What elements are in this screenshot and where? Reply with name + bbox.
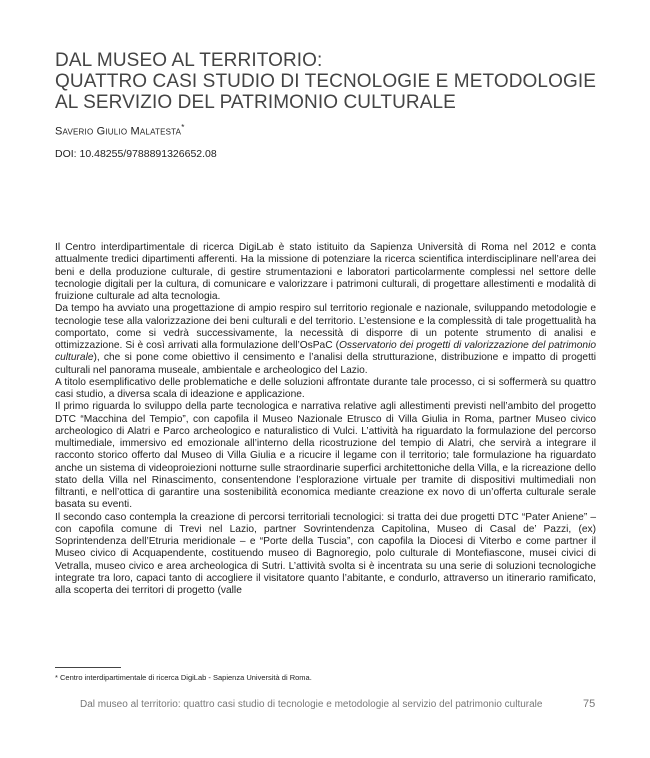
paragraph-4: Il primo riguarda lo sviluppo della parte tecnologica e narrativa relative agli allestimenti previsti nell’ambito del progetto DTC “Macchina del Tempio”, con capofila il Museo Nazionale Etrusco di Villa Giulia in Roma, partner Museo civico archeologico di Alatri e Parco archeologico e naturalistico di Vulci. L’attività ha riguardato la formulazione del percorso multimediale, immersivo ed emozionale all’interno della ricostruzione del tempio di Alatri, che servirà a integrare il racconto storico offerto dal Museo di Villa Giulia e a ricucire il legame con il territorio; tale formulazione ha riguardato anche un sistema di videoproiezioni notturne sulle straordinarie superfici architettoniche della Villa, e la ricreazione dello stato della Villa nel Rinascimento, consentendone l’esplorazione virtuale per tramite di dispositivi multimediali non filtranti, e nell’ottica di garantire una sostenibilità economica mediante creazione ex novo di un’offerta culturale serale basata su eventi.: [55, 401, 596, 511]
page-number: 75: [583, 698, 596, 710]
article-title: [55, 50, 615, 113]
paragraph-3: A titolo esemplificativo delle problematiche e delle soluzioni affrontate durante tale processo, ci si soffermerà su quattro casi studio, a diversa scala di ideazione e applicazione.: [55, 376, 596, 400]
author-line: [55, 123, 185, 138]
title-line-3: AL SERVIZIO DEL PATRIMONIO CULTURALE: [55, 92, 456, 113]
paragraph-2: [55, 303, 596, 377]
paragraph-2-text-b: ), che si pone come obiettivo il censimento e l’analisi della strutturazione, distribuzione e impatto di progetti culturali nel panorama museale, ambientale e archeologico del Lazio.: [55, 352, 596, 376]
title-line-1: DAL MUSEO AL TERRITORIO:: [55, 50, 323, 71]
paragraph-2-text-a: Da tempo ha avviato una progettazione di ampio respiro sul territorio regionale e nazionale, sviluppando metodologie e tecnologie tese alla valorizzazione dei beni culturali e del territorio. L’estensione e la complessità di tale progettualità ha comportato, come si vedrà successivamente, la necessità di disporre di un potente strumento di analisi e ottimizzazione. Si è così arrivati alla formulazione dell’OsPaC (: [55, 303, 596, 351]
article-body: [55, 242, 596, 597]
paragraph-1: Il Centro interdipartimentale di ricerca DigiLab è stato istituito da Sapienza Università di Roma nel 2012 e conta attualmente tredici dipartimenti afferenti. Ha la missione di potenziare la ricerca scientifica interdisciplinare nell’area dei beni e della produzione culturale, di gestire strumentazioni e laboratori particolarmente complessi nel settore delle tecnologie digitali per la cultura, di comunicare e valorizzare i patrimoni culturali, di progettare allestimenti e modalità di fruizione culturale ad alta tecnologia.: [55, 242, 596, 302]
paragraph-5: Il secondo caso contempla la creazione di percorsi territoriali tecnologici: si tratta dei due progetti DTC “Pater Aniene” – con capofila comune di Trevi nel Lazio, partner Sovrintendenza Capitolina, Museo di Casal de’ Pazzi, (ex) Soprintendenza dell’Etruria meridionale – e “Porte della Tuscia”, con capofila la Diocesi di Viterbo e come partner il Museo civico di Acquapendente, costituendo museo di Bagnoregio, polo culturale di Montefiascone, musei civici di Vetralla, museo civico e area archeologica di Sutri. L’attività svolta si è incentrata su una serie di soluzioni tecnologiche integrate tra loro, capaci tanto di accogliere il visitatore quanto l’abitante, e condurlo, attraverso un itinerario ramificato, alla scoperta dei territori di progetto (valle: [55, 511, 596, 596]
footnote-rule: [55, 667, 121, 668]
doi: DOI: 10.48255/9788891326652.08: [55, 148, 217, 160]
ospac-expansion: Osservatorio dei progetti di valorizzazione del patrimonio culturale: [55, 340, 596, 364]
author-name: Saverio Giulio Malatesta: [55, 125, 182, 138]
title-line-2: QUATTRO CASI STUDIO DI TECNOLOGIE E METODOLOGIE: [55, 71, 596, 92]
footnote: * Centro interdipartimentale di ricerca DigiLab - Sapienza Università di Roma.: [55, 673, 312, 682]
author-footnote-mark: *: [181, 123, 185, 132]
running-footer: Dal museo al territorio: quattro casi studio di tecnologie e metodologie al servizio del patrimonio culturale: [80, 699, 543, 710]
